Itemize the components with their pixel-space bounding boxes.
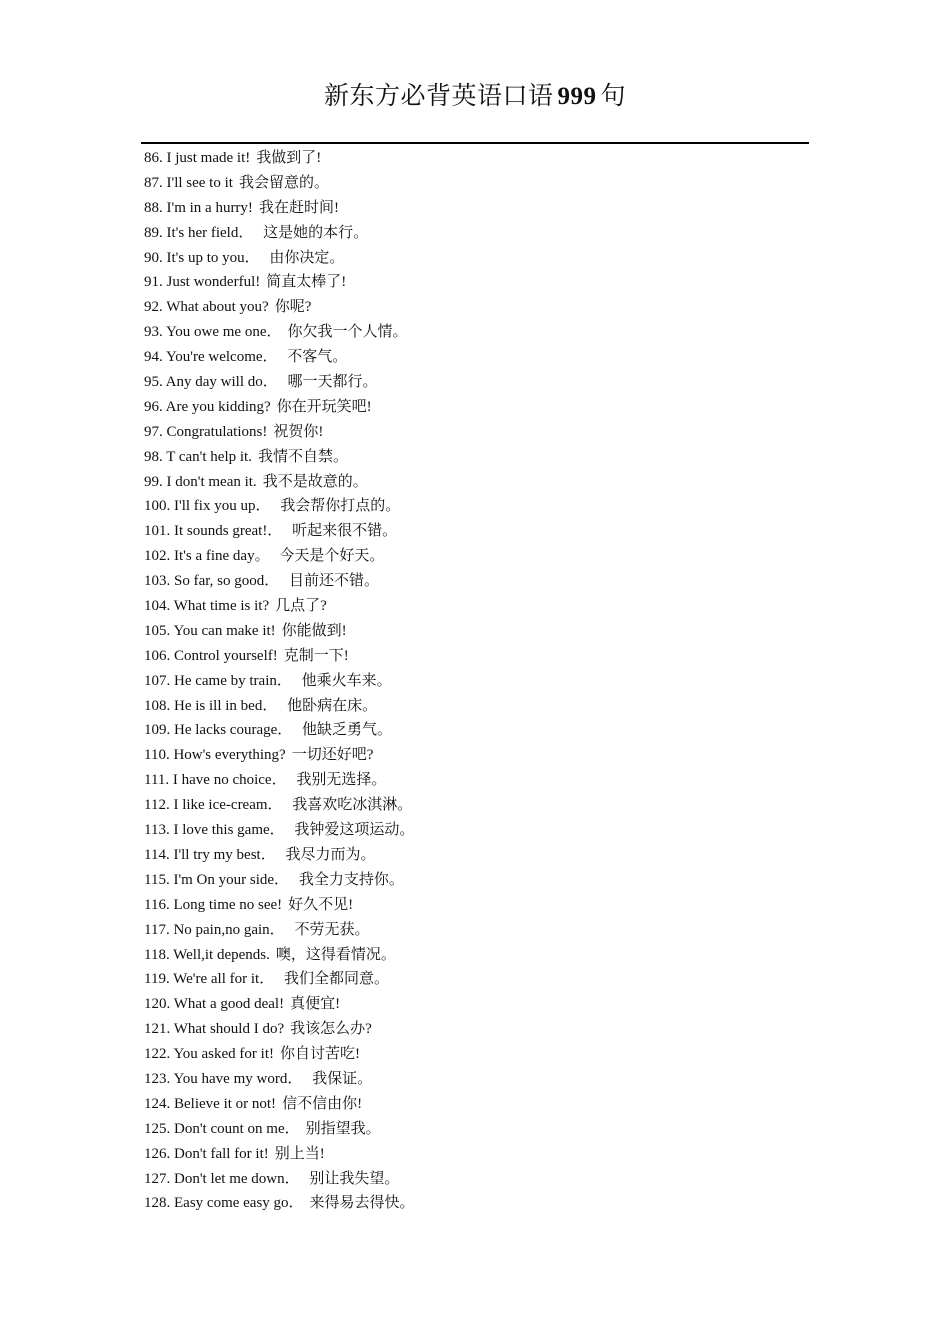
phrase-english: 107. He came by train． <box>144 672 292 689</box>
phrase-chinese: 我尽力而为。 <box>281 846 376 863</box>
phrase-chinese: 今天是个好天。 <box>275 548 385 565</box>
list-item <box>144 768 804 793</box>
list-item <box>144 594 804 619</box>
phrase-english: 106. Control yourself! <box>144 647 278 664</box>
phrase-chinese: 一切还好吧? <box>291 747 374 764</box>
list-item <box>144 893 804 918</box>
phrase-chinese: 他乘火车来。 <box>297 672 392 689</box>
phrase-chinese: 我钟爱这项运动。 <box>290 822 415 839</box>
list-item <box>144 395 804 420</box>
phrase-english: 102. It's a fine day。 <box>144 548 270 565</box>
list-item <box>144 196 804 221</box>
list-item <box>144 1142 804 1167</box>
list-item <box>144 494 804 519</box>
phrase-chinese: 我在赶时间! <box>258 199 339 216</box>
phrase-chinese: 来得易去得快。 <box>309 1195 415 1212</box>
phrase-english: 111. I have no choice． <box>144 772 287 789</box>
phrase-english: 127. Don't let me down． <box>144 1170 300 1187</box>
phrase-english: 126. Don't fall for it! <box>144 1145 269 1162</box>
list-item <box>144 1042 804 1067</box>
phrase-english: 116. Long time no see! <box>144 896 283 913</box>
list-item <box>144 320 804 345</box>
list-item <box>144 843 804 868</box>
list-item <box>144 295 804 320</box>
list-item <box>144 992 804 1017</box>
list-item <box>144 644 804 669</box>
list-item <box>144 569 804 594</box>
page-title-suffix: 句 <box>600 83 627 110</box>
list-item <box>144 967 804 992</box>
phrase-english: 97. Congratulations! <box>144 423 268 440</box>
list-item <box>144 743 804 768</box>
phrase-chinese: 噢，这得看情况。 <box>275 946 396 963</box>
phrase-english: 114. I'll try my best． <box>144 846 276 863</box>
phrase-english: 89. It's her field． <box>144 224 254 241</box>
list-item <box>144 270 804 295</box>
phrase-english: 125. Don't count on me． <box>144 1120 300 1137</box>
phrase-english: 98. T can't help it. <box>144 448 252 465</box>
list-item <box>144 1167 804 1192</box>
phrase-chinese: 他缺乏勇气。 <box>298 722 393 739</box>
page-title-text: 新东方必背英语口语 <box>323 83 554 110</box>
phrase-chinese: 我喜欢吃冰淇淋。 <box>288 797 413 814</box>
phrase-english: 103. So far, so good． <box>144 573 280 590</box>
list-item <box>144 868 804 893</box>
list-item <box>144 370 804 395</box>
phrase-chinese: 听起来很不错。 <box>288 523 398 540</box>
phrase-chinese: 你在开玩笑吧! <box>276 398 372 415</box>
list-item <box>144 718 804 743</box>
phrase-english: 100. I'll fix you up． <box>144 498 271 515</box>
phrase-chinese: 你欠我一个人情。 <box>287 324 408 341</box>
phrase-english: 90. It's up to you． <box>144 249 260 266</box>
header-divider <box>141 142 809 144</box>
phrase-english: 109. He lacks courage． <box>144 722 293 739</box>
phrase-chinese: 你能做到! <box>281 622 347 639</box>
list-item <box>144 669 804 694</box>
phrase-english: 120. What a good deal! <box>144 996 285 1013</box>
phrase-english: 87. I'll see to it <box>144 174 233 191</box>
phrase-chinese: 好久不见! <box>288 896 354 913</box>
list-item <box>144 943 804 968</box>
phrase-list <box>144 146 804 1216</box>
list-item <box>144 793 804 818</box>
phrase-english: 115. I'm On your side． <box>144 871 290 888</box>
phrase-chinese: 我们全都同意。 <box>280 971 389 988</box>
phrase-chinese: 别指望我。 <box>305 1120 381 1137</box>
phrase-english: 113. I love this game． <box>144 822 285 839</box>
phrase-chinese: 真便宜! <box>290 996 341 1013</box>
phrase-english: 91. Just wonderful! <box>144 274 261 291</box>
list-item <box>144 345 804 370</box>
phrase-chinese: 我情不自禁。 <box>257 448 348 465</box>
phrase-chinese: 我会帮你打点的。 <box>276 498 401 515</box>
phrase-english: 119. We're all for it． <box>144 971 275 988</box>
phrase-chinese: 不劳无获。 <box>290 921 370 938</box>
phrase-chinese: 祝贺你! <box>273 423 324 440</box>
phrase-english: 104. What time is it? <box>144 598 270 615</box>
list-item <box>144 694 804 719</box>
phrase-english: 128. Easy come easy go． <box>144 1195 304 1212</box>
list-item <box>144 1067 804 1092</box>
list-item <box>144 470 804 495</box>
list-item <box>144 1191 804 1216</box>
phrase-chinese: 信不信由你! <box>282 1095 363 1112</box>
list-item <box>144 1117 804 1142</box>
phrase-english: 122. You asked for it! <box>144 1046 274 1063</box>
list-item <box>144 818 804 843</box>
list-item <box>144 221 804 246</box>
list-item <box>144 146 804 171</box>
phrase-english: 118. Well,it depends. <box>144 946 270 963</box>
phrase-english: 110. How's everything? <box>144 747 286 764</box>
phrase-chinese: 别让我失望。 <box>305 1170 400 1187</box>
phrase-english: 105. You can make it! <box>144 622 276 639</box>
phrase-chinese: 他卧病在床。 <box>283 697 378 714</box>
phrase-chinese: 你呢? <box>274 299 312 316</box>
phrase-english: 112. I like ice-cream． <box>144 797 283 814</box>
phrase-english: 117. No pain,no gain． <box>144 921 285 938</box>
phrase-english: 124. Believe it or not! <box>144 1095 277 1112</box>
page-title-number: 999 <box>557 83 597 110</box>
phrase-english: 94. You're welcome． <box>144 349 278 366</box>
phrase-chinese: 我该怎么办? <box>290 1021 372 1038</box>
phrase-english: 95. Any day will do． <box>144 374 278 391</box>
phrase-english: 93. You owe me one． <box>144 324 282 341</box>
phrase-english: 88. I'm in a hurry! <box>144 199 253 216</box>
phrase-chinese: 我会留意的。 <box>238 174 329 191</box>
phrase-chinese: 哪一天都行。 <box>283 374 378 391</box>
phrase-chinese: 我做到了! <box>256 150 322 166</box>
phrase-chinese: 简直太棒了! <box>266 274 347 291</box>
phrase-english: 108. He is ill in bed． <box>144 697 278 714</box>
list-item <box>144 544 804 569</box>
phrase-chinese: 你自讨苦吃! <box>280 1046 360 1063</box>
list-item <box>144 1092 804 1117</box>
list-item <box>144 171 804 196</box>
phrase-chinese: 我不是故意的。 <box>262 473 368 490</box>
phrase-english: 123. You have my word． <box>144 1070 303 1087</box>
list-item <box>144 246 804 271</box>
list-item <box>144 420 804 445</box>
list-item <box>144 918 804 943</box>
phrase-chinese: 我别无选择。 <box>292 772 387 789</box>
list-item <box>144 1017 804 1042</box>
phrase-chinese: 不客气。 <box>283 349 348 366</box>
list-item <box>144 519 804 544</box>
phrase-english: 92. What about you? <box>144 299 269 316</box>
phrase-chinese: 由你决定。 <box>265 249 345 266</box>
list-item <box>144 445 804 470</box>
phrase-chinese: 这是她的本行。 <box>259 224 369 241</box>
phrase-chinese: 目前还不错。 <box>285 573 379 590</box>
phrase-english: 121. What should I do? <box>144 1021 285 1038</box>
phrase-chinese: 别上当! <box>274 1145 325 1162</box>
phrase-english: 86. I just made it! <box>144 150 251 166</box>
phrase-chinese: 克制一下! <box>283 647 349 664</box>
phrase-english: 96. Are you kidding? <box>144 398 271 415</box>
phrase-english: 101. It sounds great!． <box>144 523 283 540</box>
page-title <box>0 80 950 114</box>
list-item <box>144 619 804 644</box>
phrase-chinese: 几点了? <box>275 598 327 615</box>
phrase-english: 99. I don't mean it. <box>144 473 257 490</box>
phrase-chinese: 我全力支持你。 <box>295 871 404 888</box>
phrase-chinese: 我保证。 <box>308 1070 373 1087</box>
